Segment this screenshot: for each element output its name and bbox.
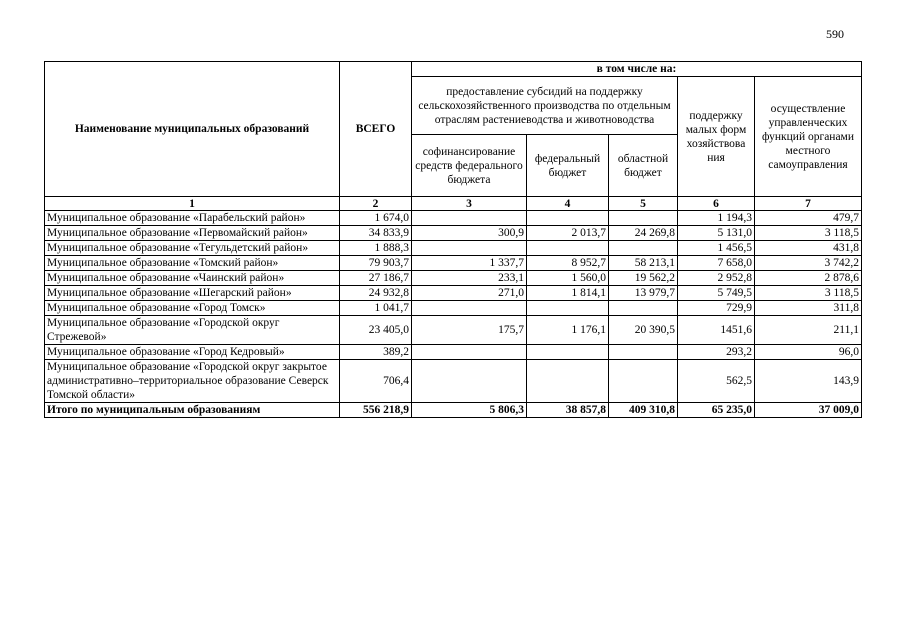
municipality-name: Муниципальное образование «Томский район» (45, 256, 340, 271)
cell-federal (527, 211, 609, 226)
total-regional: 409 310,8 (609, 403, 678, 418)
table-row (45, 286, 862, 301)
cell-federal: 1 560,0 (527, 271, 609, 286)
cell-federal (527, 360, 609, 403)
total-federal: 38 857,8 (527, 403, 609, 418)
header-total: ВСЕГО (340, 62, 412, 197)
header-subsidy-group: предоставление субсидий на поддержку сельскохозяйственного производства по отдельным отраслям растениеводства и животноводства (412, 77, 678, 135)
table-row (45, 345, 862, 360)
table-row (45, 360, 862, 403)
header-name: Наименование муниципальных образований (45, 62, 340, 197)
header-including: в том числе на: (412, 62, 862, 77)
cell-small: 293,2 (678, 345, 755, 360)
cell-total: 389,2 (340, 345, 412, 360)
municipal-funding-table (44, 61, 862, 418)
municipality-name: Муниципальное образование «Городской округ закрытое административно–территориальное образование Северск Томской области» (45, 360, 340, 403)
total-label: Итого по муниципальным образованиям (45, 403, 340, 418)
cell-regional (609, 345, 678, 360)
cell-mgmt: 3 118,5 (755, 226, 862, 241)
cell-federal: 8 952,7 (527, 256, 609, 271)
cell-regional: 58 213,1 (609, 256, 678, 271)
cell-total: 79 903,7 (340, 256, 412, 271)
cell-federal (527, 241, 609, 256)
cell-small: 7 658,0 (678, 256, 755, 271)
cell-mgmt: 96,0 (755, 345, 862, 360)
header-regional: областной бюджет (609, 135, 678, 197)
column-number: 4 (527, 197, 609, 211)
cell-regional: 20 390,5 (609, 316, 678, 345)
cell-regional: 19 562,2 (609, 271, 678, 286)
cell-cofin (412, 360, 527, 403)
municipality-name: Муниципальное образование «Шегарский район» (45, 286, 340, 301)
column-number: 5 (609, 197, 678, 211)
municipality-name: Муниципальное образование «Первомайский район» (45, 226, 340, 241)
column-number: 3 (412, 197, 527, 211)
cell-federal (527, 345, 609, 360)
cell-federal: 1 814,1 (527, 286, 609, 301)
cell-mgmt: 479,7 (755, 211, 862, 226)
table-row (45, 211, 862, 226)
cell-total: 1 041,7 (340, 301, 412, 316)
cell-total: 23 405,0 (340, 316, 412, 345)
cell-cofin: 271,0 (412, 286, 527, 301)
cell-small: 562,5 (678, 360, 755, 403)
municipality-name: Муниципальное образование «Тегульдетский район» (45, 241, 340, 256)
total-small: 65 235,0 (678, 403, 755, 418)
cell-cofin: 175,7 (412, 316, 527, 345)
cell-small: 1 194,3 (678, 211, 755, 226)
column-number: 1 (45, 197, 340, 211)
cell-federal (527, 301, 609, 316)
municipality-name: Муниципальное образование «Город Кедровый» (45, 345, 340, 360)
cell-mgmt: 143,9 (755, 360, 862, 403)
cell-small: 2 952,8 (678, 271, 755, 286)
table-body (45, 211, 862, 418)
municipality-name: Муниципальное образование «Парабельский район» (45, 211, 340, 226)
cell-total: 27 186,7 (340, 271, 412, 286)
cell-federal: 2 013,7 (527, 226, 609, 241)
table-row (45, 271, 862, 286)
cell-total: 706,4 (340, 360, 412, 403)
table-row (45, 256, 862, 271)
header-federal: федеральный бюджет (527, 135, 609, 197)
cell-cofin (412, 211, 527, 226)
cell-cofin (412, 301, 527, 316)
total-row (45, 403, 862, 418)
table-row (45, 316, 862, 345)
municipality-name: Муниципальное образование «Чаинский район» (45, 271, 340, 286)
total-mgmt: 37 009,0 (755, 403, 862, 418)
column-number: 7 (755, 197, 862, 211)
cell-regional (609, 360, 678, 403)
header-small-forms: поддержку малых форм хозяйствова ния (678, 77, 755, 197)
column-number: 2 (340, 197, 412, 211)
cell-cofin (412, 241, 527, 256)
cell-mgmt: 211,1 (755, 316, 862, 345)
cell-total: 1 674,0 (340, 211, 412, 226)
cell-regional (609, 241, 678, 256)
header-management: осуществление управленческих функций органами местного самоуправления (755, 77, 862, 197)
cell-total: 24 932,8 (340, 286, 412, 301)
cell-small: 1451,6 (678, 316, 755, 345)
cell-cofin (412, 345, 527, 360)
municipality-name: Муниципальное образование «Город Томск» (45, 301, 340, 316)
table-row (45, 241, 862, 256)
cell-small: 1 456,5 (678, 241, 755, 256)
table-row (45, 301, 862, 316)
table-row (45, 226, 862, 241)
cell-cofin: 300,9 (412, 226, 527, 241)
cell-cofin: 233,1 (412, 271, 527, 286)
cell-regional (609, 301, 678, 316)
cell-mgmt: 2 878,6 (755, 271, 862, 286)
page-number: 590 (826, 27, 844, 41)
cell-regional: 13 979,7 (609, 286, 678, 301)
cell-small: 729,9 (678, 301, 755, 316)
cell-cofin: 1 337,7 (412, 256, 527, 271)
total-total: 556 218,9 (340, 403, 412, 418)
cell-regional: 24 269,8 (609, 226, 678, 241)
cell-mgmt: 311,8 (755, 301, 862, 316)
cell-regional (609, 211, 678, 226)
column-number: 6 (678, 197, 755, 211)
cell-total: 1 888,3 (340, 241, 412, 256)
cell-small: 5 131,0 (678, 226, 755, 241)
total-cofin: 5 806,3 (412, 403, 527, 418)
cell-mgmt: 3 118,5 (755, 286, 862, 301)
municipality-name: Муниципальное образование «Городской округ Стрежевой» (45, 316, 340, 345)
cell-total: 34 833,9 (340, 226, 412, 241)
cell-federal: 1 176,1 (527, 316, 609, 345)
cell-mgmt: 431,8 (755, 241, 862, 256)
header-cofinancing: софинансирование средств федерального бюджета (412, 135, 527, 197)
cell-mgmt: 3 742,2 (755, 256, 862, 271)
cell-small: 5 749,5 (678, 286, 755, 301)
